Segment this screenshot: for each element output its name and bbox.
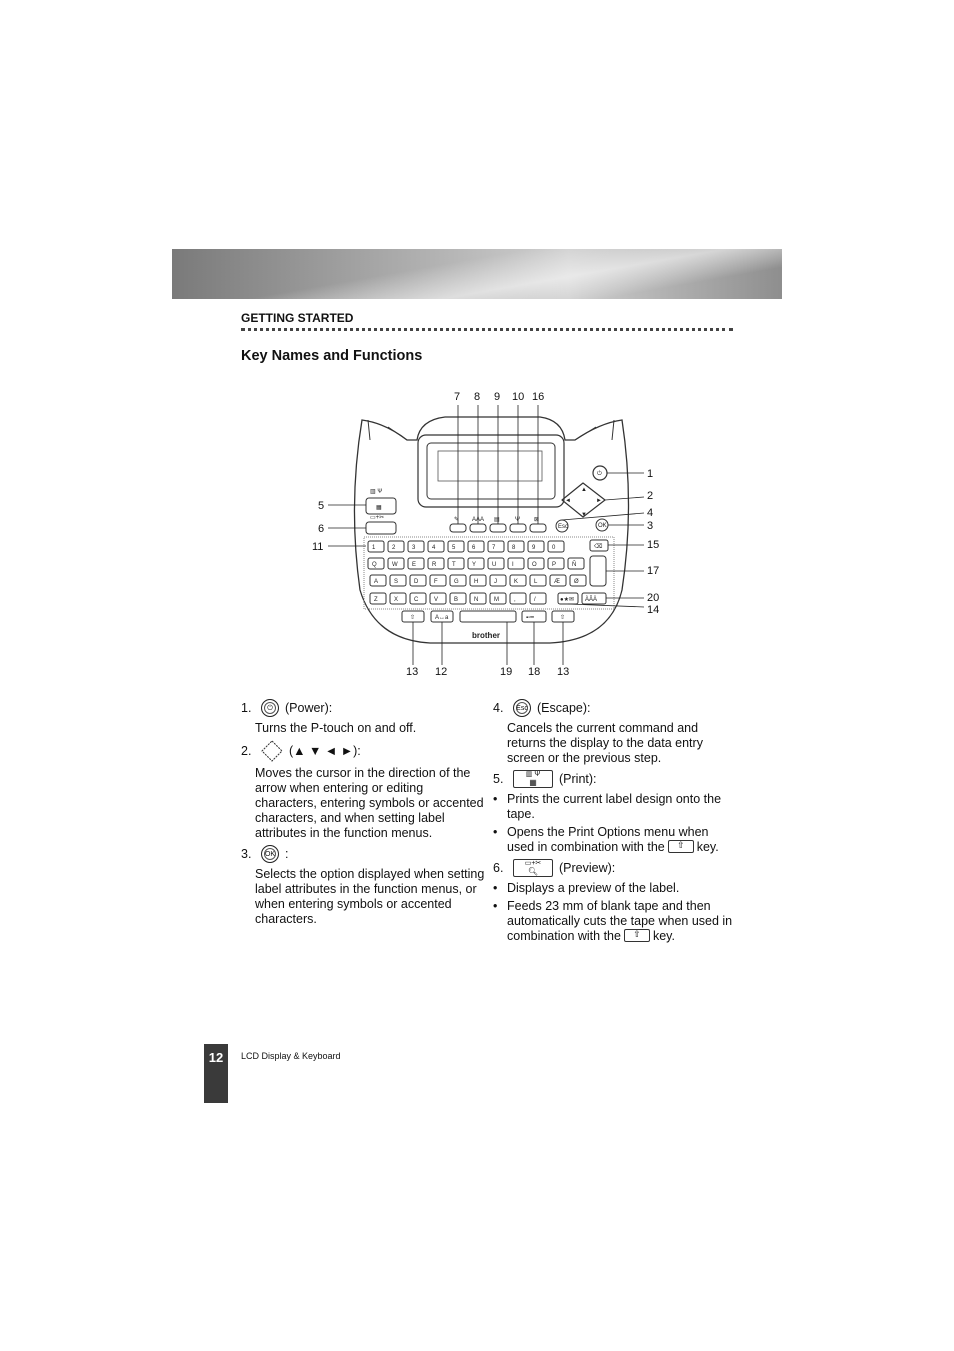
power-icon: ⏻ [261,699,279,717]
key-label-row4-3: V [434,597,439,603]
key-label-row2-5: Y [472,562,477,568]
callouts-left [312,500,324,553]
key-label-row2-9: P [552,562,557,568]
key-row2-7 [508,558,524,569]
item-number: 4. [493,700,504,715]
key-label-row3-4: G [454,579,459,585]
callout-7: 7 [454,391,461,403]
item-description: Cancels the current command and returns the display to the data entry screen or the previous step. [507,721,703,765]
print-icon: ▥ Ψ ▦ [513,770,553,788]
enter-key [590,556,606,586]
item-preview [493,859,738,877]
key-label-row3-7: K [514,579,519,585]
brand-logo: brother [472,631,500,640]
svg-text:▼: ▼ [581,512,587,518]
key-label-row1-7: 8 [512,545,516,551]
callout-17: 17 [647,565,660,577]
key-label-row1-4: 5 [452,545,456,551]
svg-text:►: ► [596,498,602,504]
callout-8: 8 [474,391,481,403]
key-label-row4-0: Z [374,597,378,603]
item-name: : [285,846,289,861]
preview-icon: ▭+✂ 🔍︎ [513,859,553,877]
key-row-3 [370,575,586,586]
shift-key-icon [668,840,694,853]
key-row1-2 [408,541,424,552]
svg-text:ÀÂÄ: ÀÂÄ [585,597,598,603]
key-label-row4-1: X [394,597,399,603]
svg-text:●★✉: ●★✉ [560,597,575,603]
svg-text:A↔a: A↔a [435,615,449,621]
key-row-2 [368,558,584,569]
key-label-row2-1: W [392,562,398,568]
item-name: (Preview): [559,860,616,875]
key-row3-3 [430,575,446,586]
dotted-divider [241,328,733,331]
key-row1-7 [508,541,524,552]
callouts-top [454,391,544,403]
key-label-row3-1: S [394,579,399,585]
key-label-row3-3: F [434,579,438,585]
key-row-1 [368,541,564,552]
key-label-row3-2: D [414,579,419,585]
key-row4-7 [510,593,526,604]
item-print [493,770,738,788]
svg-text:▥ Ψ: ▥ Ψ [370,489,383,495]
key-row1-6 [488,541,504,552]
key-row1-5 [468,541,484,552]
bullet-item: • Opens the Print Options menu when used in combination with the⇧ key. [493,825,738,855]
key-label-row1-0: 1 [372,545,376,551]
key-label-row2-7: I [512,562,514,568]
shift-key-icon [624,929,650,942]
key-descriptions-right [493,699,738,947]
callout-15: 15 [647,539,660,551]
callout-5: 5 [318,500,325,512]
ok-icon: OK [261,845,279,863]
callout-6: 6 [318,523,325,535]
key-row-4 [370,593,546,604]
key-label-row2-6: U [492,562,497,568]
esc-icon: Esc [513,699,531,717]
item-name: (Print): [559,771,597,786]
space-key [460,611,516,622]
key-label-row1-8: 9 [532,545,536,551]
item-ok [241,845,486,863]
key-label-row4-5: N [474,597,479,603]
key-row1-3 [428,541,444,552]
callout-11: 11 [312,541,324,553]
svg-text:▭+✂: ▭+✂ [370,515,385,521]
key-row1-4 [448,541,464,552]
item-description: Selects the option displayed when setting label attributes in the function menus, or when entering symbols or accented characters. [255,867,485,926]
key-label-row4-8: / [534,597,536,603]
callout-20: 20 [647,592,660,604]
callout-18: 18 [528,666,541,678]
key-row2-4 [448,558,464,569]
key-label-row3-0: A [374,579,379,585]
svg-text:▤: ▤ [494,517,500,523]
item-escape [493,699,738,717]
item-number: 2. [241,743,252,758]
callout-10: 10 [512,391,525,403]
key-row1-1 [388,541,404,552]
callout-13-left: 13 [406,666,419,678]
key-row1-0 [368,541,384,552]
callout-4: 4 [647,507,654,519]
cursor-pad-icon [261,740,283,762]
svg-text:⇧: ⇧ [410,615,416,621]
svg-text:⇧: ⇧ [560,615,566,621]
svg-text:▦: ▦ [376,505,382,511]
callouts-right [647,468,659,616]
page-heading: Key Names and Functions [241,348,423,364]
svg-text:⏻: ⏻ [597,471,602,477]
svg-text:◄: ◄ [565,498,571,504]
key-descriptions-left [241,699,486,931]
key-label-row1-5: 6 [472,545,476,551]
key-label-row4-7: , [514,597,516,603]
callouts-bottom [406,666,569,678]
callout-lines [328,405,644,665]
bullet-item: • Displays a preview of the label. [493,881,680,895]
item-power [241,699,486,717]
key-label-row2-10: Ñ [572,562,577,568]
key-label-row3-6: J [494,579,497,585]
svg-text:▪▫━: ▪▫━ [526,615,534,621]
callout-9: 9 [494,391,501,403]
item-number: 3. [241,846,252,861]
item-cursor [241,740,486,762]
key-row3-6 [490,575,506,586]
item-name: (Escape): [537,700,591,715]
key-label-row2-3: R [432,562,437,568]
key-label-row3-5: H [474,579,479,585]
item-description: Moves the cursor in the direction of the arrow when entering or editing characters, entering symbols or accented characters, and when setting label attributes in the function menus. [255,766,484,840]
svg-text:OK: OK [598,523,607,529]
item-number: 6. [493,860,504,875]
svg-text:Esc: Esc [558,524,569,530]
item-name: (▲ ▼ ◄ ►): [289,743,361,758]
callout-12: 12 [435,666,448,678]
footer-text: LCD Display & Keyboard [241,1051,341,1061]
callout-3: 3 [647,520,654,532]
key-row1-8 [528,541,544,552]
key-label-row2-2: E [412,562,417,568]
svg-text:AAA: AAA [472,517,485,523]
key-label-row3-9: Æ [554,579,560,585]
item-number: 1. [241,700,252,715]
key-row3-8 [530,575,546,586]
item-description: Turns the P-touch on and off. [255,721,417,735]
key-label-row1-3: 4 [432,545,436,551]
callout-16: 16 [532,391,545,403]
callout-14: 14 [647,604,660,616]
lcd-inner [438,451,542,481]
key-row1-9 [548,541,564,552]
callout-2: 2 [647,490,654,502]
key-row4-0 [370,593,386,604]
page-number: 12 [204,1044,228,1103]
key-label-row2-4: T [452,562,456,568]
key-label-row4-6: M [494,597,499,603]
callout-19: 19 [500,666,513,678]
key-label-row3-10: Ø [574,579,579,585]
svg-text:⌫: ⌫ [594,544,603,550]
callout-13-right: 13 [557,666,570,678]
key-label-row4-4: B [454,597,459,603]
svg-text:✎: ✎ [454,517,460,523]
svg-text:▲: ▲ [581,487,587,493]
key-label-row1-1: 2 [392,545,396,551]
key-label-row4-2: C [414,597,419,603]
key-label-row1-6: 7 [492,545,496,551]
keyboard-diagram [300,385,670,685]
key-label-row1-9: 0 [552,545,556,551]
keyboard-area [364,537,614,609]
key-label-row2-0: Q [372,562,377,568]
svg-text:⊠: ⊠ [534,517,540,523]
header-banner-sheen [172,249,782,299]
callout-1: 1 [647,468,654,480]
key-label-row2-8: O [532,562,537,568]
item-name: (Power): [285,700,333,715]
item-number: 5. [493,771,504,786]
bullet-item: • Feeds 23 mm of blank tape and then automatically cuts the tape when used in combination with the⇧ key. [493,899,738,944]
svg-text:Ψ: Ψ [515,517,521,523]
preview-key [366,522,396,534]
key-row4-8 [530,593,546,604]
section-label: GETTING STARTED [241,311,354,325]
bullet-item: • Prints the current label design onto the tape. [493,792,722,821]
key-label-row3-8: L [534,579,538,585]
key-label-row1-2: 3 [412,545,416,551]
